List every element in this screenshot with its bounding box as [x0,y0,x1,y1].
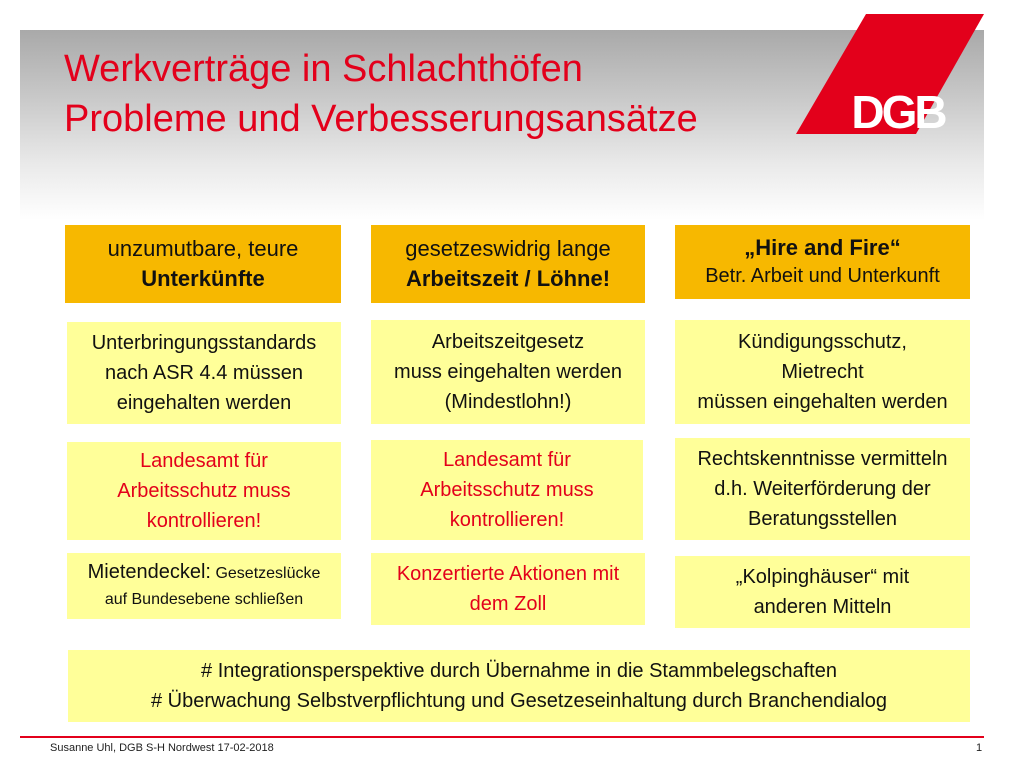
logo-text: DGB [851,86,945,136]
measure-box-working-time [371,320,645,424]
title-line-2: Probleme und Verbesserungsansätze [64,98,698,140]
title-line-1: Werkverträge in Schlachthöfen [64,48,583,90]
text-line: Rechtskenntnisse vermitteln [697,448,948,470]
text-line: nach ASR 4.4 müssen [105,362,303,384]
footer-divider [20,736,984,738]
problem-box-hire-fire [675,225,970,299]
page-number: 1 [976,742,983,754]
text-line: Arbeitsschutz muss [420,479,594,501]
text-line: Kündigungsschutz, [737,331,907,353]
control-box-accommodation [67,442,341,540]
summary-line-1: # Integrationsperspektive durch Übernahme in die Stammbelegschaften [201,660,837,682]
text-line: Landesamt für [443,449,571,471]
text-line: muss eingehalten werden [394,361,622,383]
text-line: d.h. Weiterförderung der [714,478,931,500]
text-line: anderen Mitteln [753,596,892,618]
text-line: Arbeitsschutz muss [117,480,291,502]
control-box-hire-fire [675,438,970,540]
legal-gap-label: Gesetzeslücke [211,565,321,582]
problem-line: unzumutbare, teure [107,236,299,261]
text-line: müssen eingehalten werden [697,391,948,413]
summary-line-2: # Überwachung Selbstverpflichtung und Gesetzeseinhaltung durch Branchendialog [150,690,888,712]
problem-line-bold: Unterkünfte [141,266,265,291]
extra-box-working-time [371,553,645,625]
text-line: dem Zoll [469,593,547,615]
slide-title [64,44,698,144]
problem-line: gesetzeswidrig lange [405,236,611,261]
text-line: eingehalten werden [116,392,292,414]
footer-text: Susanne Uhl, DGB S-H Nordwest 17-02-2018 [50,742,274,754]
problem-line-bold: „Hire and Fire“ [744,235,901,260]
measure-box-hire-fire [675,320,970,424]
text-line: „Kolpinghäuser“ mit [735,566,910,588]
text-line: Beratungsstellen [748,508,897,530]
text-line: Unterbringungsstandards [91,332,317,354]
rent-cap-label: Mietendeckel: [87,561,211,583]
dgb-logo [796,14,988,136]
text-line: Mietrecht [781,361,864,383]
text-line: Landesamt für [140,450,268,472]
problem-box-working-time [371,225,645,303]
text-line: (Mindestlohn!) [444,391,572,413]
text-line [88,559,321,587]
text-line: Konzertierte Aktionen mit [396,563,620,585]
control-box-working-time [371,440,643,540]
text-line: kontrollieren! [449,509,565,531]
extra-box-hire-fire [675,556,970,628]
text-line: Arbeitszeitgesetz [431,331,585,353]
problem-line-bold: Arbeitszeit / Löhne! [405,266,611,291]
problem-line: Betr. Arbeit und Unterkunft [705,265,940,287]
text-line: auf Bundesebene schließen [104,591,304,608]
measure-box-accommodation [67,322,341,424]
problem-box-accommodation [65,225,341,303]
extra-box-accommodation [67,553,341,619]
summary-box [68,650,970,722]
text-line: kontrollieren! [146,510,262,532]
